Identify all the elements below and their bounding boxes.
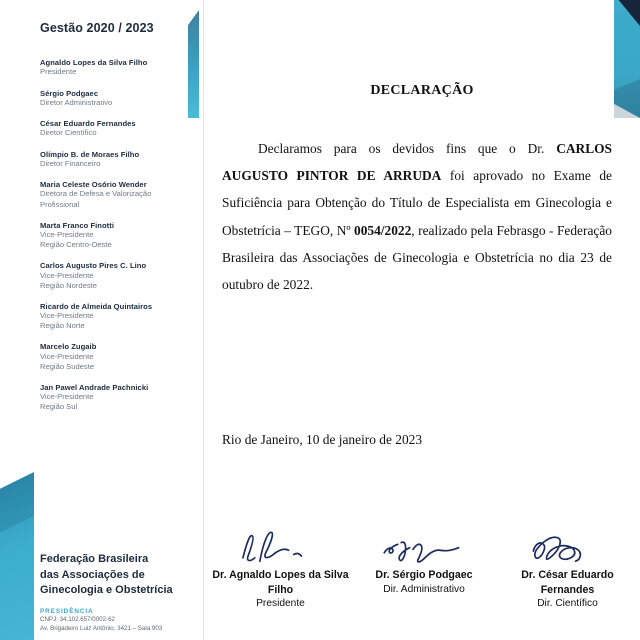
declaration-text: Declaramos para os devidos fins que o Dr. <box>258 141 557 156</box>
signature-sergio-icon <box>369 524 479 568</box>
officer-entry <box>40 150 190 170</box>
document-body-area <box>204 0 640 640</box>
officer-entry <box>40 89 190 109</box>
signatory-name: Dr. Sérgio Podgaec <box>375 569 473 581</box>
declaration-paragraph <box>222 135 612 298</box>
officer-name: Marcelo Zugaib <box>40 342 97 352</box>
organization-name-line: Federação Brasileira <box>40 553 149 565</box>
officer-role: Vice-Presidente <box>40 311 94 321</box>
officer-entry <box>40 383 190 413</box>
officer-entry <box>40 221 190 251</box>
officer-entry <box>40 261 190 291</box>
officer-name: Jan Pawel Andrade Pachnicki <box>40 382 149 392</box>
officer-role: Diretor Administrativo <box>40 97 113 107</box>
place-and-date: Rio de Janeiro, 10 de janeiro de 2023 <box>222 432 423 447</box>
signature-cesar-icon <box>513 524 623 568</box>
signatory-name: Dr. Agnaldo Lopes da Silva Filho <box>212 569 349 596</box>
signature-agnaldo-icon <box>226 524 336 568</box>
signature-block <box>356 524 493 597</box>
organization-address: Av. Brigadeiro Luiz Antônio, 3421 – Sala 903 <box>40 625 163 633</box>
officer-role: Diretor Financeiro <box>40 158 101 168</box>
officer-role: Vice-Presidente <box>40 351 94 361</box>
officer-entry <box>40 119 190 139</box>
officer-role: Região Sudeste <box>40 361 95 371</box>
officer-role: Diretora de Defesa e Valorização <box>40 189 152 199</box>
declaration-text: foi aprovado no Exame de Suficiência para Obtenção do Título de Especialista em Ginecologia e Obstetrícia – TEGO, Nº <box>222 168 612 238</box>
officer-name: Ricardo de Almeida Quintairos <box>40 301 153 311</box>
officer-name: Olímpio B. de Moraes Filho <box>40 149 140 159</box>
officer-name: Agnaldo Lopes da Silva Filho <box>40 58 148 67</box>
organization-cnpj: CNPJ: 34.102.657/0002-62 <box>40 615 115 623</box>
officers-list <box>40 58 190 423</box>
officer-role: Vice-Presidente <box>40 270 94 280</box>
officer-entry <box>40 342 190 372</box>
officer-role: Presidente <box>40 67 77 77</box>
officer-name: Sérgio Podgaec <box>40 88 99 98</box>
officer-name: César Eduardo Fernandes <box>40 119 136 128</box>
officer-role: Diretor Científico <box>40 128 97 138</box>
signature-block <box>499 524 636 611</box>
organization-department: PRESIDÊNCIA <box>40 607 94 615</box>
officer-role: Região Nordeste <box>40 280 97 290</box>
officer-role: Vice-Presidente <box>40 392 94 402</box>
officer-name: Maria Celeste Osório Wender <box>40 180 147 189</box>
officer-name: Carlos Augusto Pires C. Lino <box>40 261 147 271</box>
organization-name <box>40 552 200 599</box>
document-title: DECLARAÇÃO <box>370 83 474 99</box>
organization-name-line: das Associações de <box>40 568 145 581</box>
officer-entry <box>40 302 190 332</box>
declaration-emphasis: CARLOS AUGUSTO PINTOR DE ARRUDA <box>222 141 612 184</box>
signatory-name: Dr. César Eduardo Fernandes <box>521 569 614 596</box>
officer-role: Região Sul <box>40 402 78 412</box>
signature-block <box>212 524 349 611</box>
officer-role: Profissional <box>40 199 80 209</box>
sidebar-title: Gestão 2020 / 2023 <box>40 21 154 35</box>
signature-row <box>212 524 636 611</box>
signatory-role: Presidente <box>256 598 305 610</box>
letterhead-sidebar <box>0 0 203 640</box>
officer-role: Região Centro-Oeste <box>40 240 112 250</box>
signatory-role: Dir. Científico <box>537 598 598 610</box>
officer-name: Marta Franco Finotti <box>40 220 114 230</box>
officer-entry <box>40 58 190 78</box>
officer-role: Região Norte <box>40 321 85 331</box>
signatory-role: Dir. Administrativo <box>383 583 465 595</box>
declaration-text: , realizado pela Febrasgo - Federação Brasileira das Associações de Ginecologia e Obstetrícia no dia 23 de outubro de 2022. <box>222 222 612 293</box>
organization-footer <box>40 552 200 633</box>
declaration-emphasis: 0054/2022 <box>354 222 412 238</box>
officer-entry <box>40 180 190 210</box>
organization-name-line: Ginecologia e Obstetrícia <box>40 584 173 597</box>
officer-role: Vice-Presidente <box>40 230 94 239</box>
